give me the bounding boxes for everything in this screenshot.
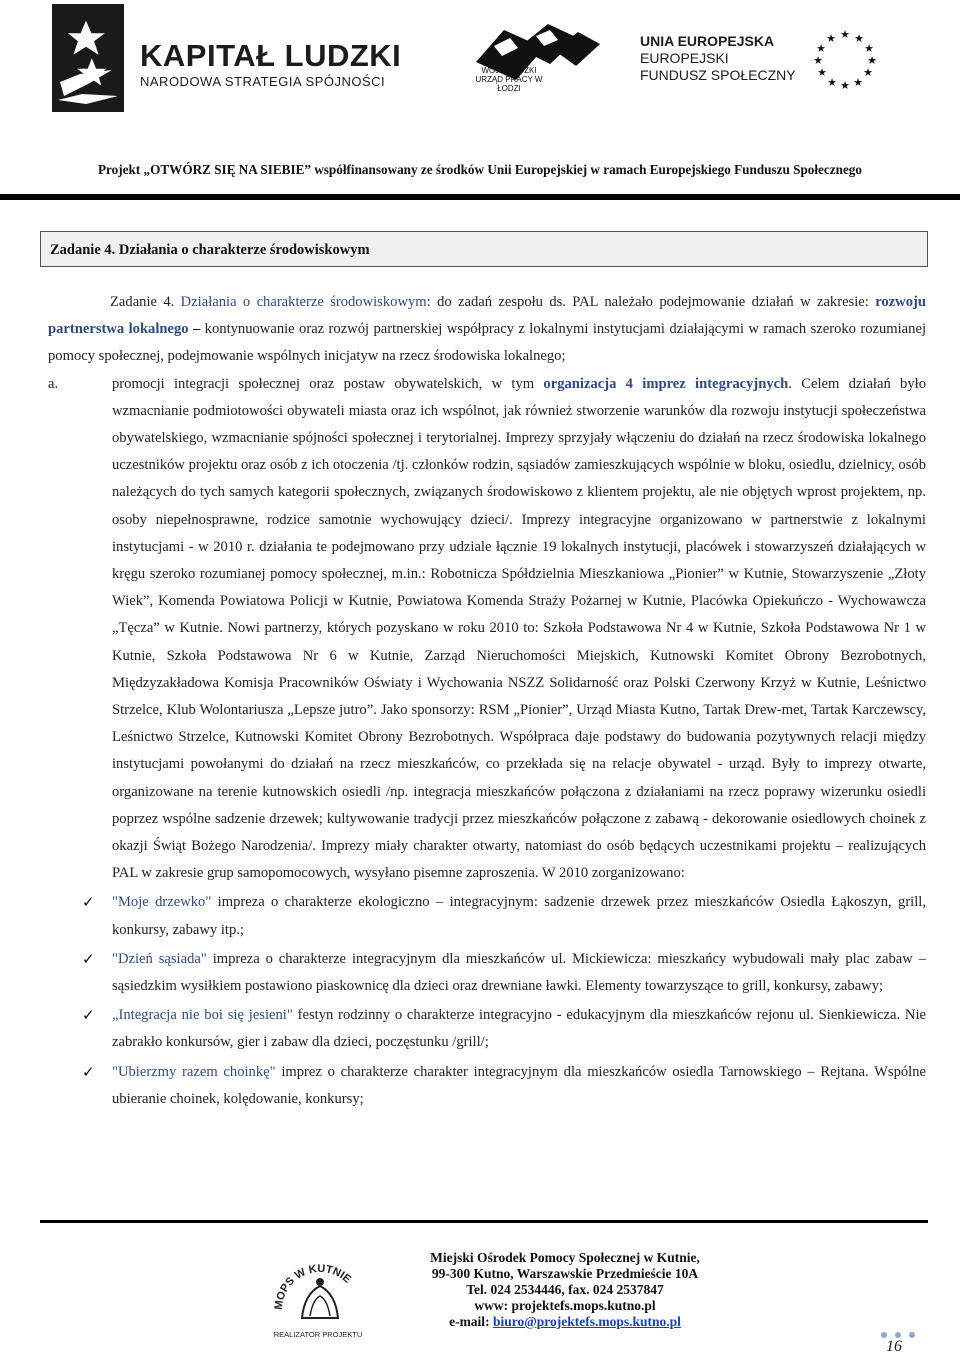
svg-text:★: ★ bbox=[826, 32, 836, 45]
kapital-ludzki-subtitle: NARODOWA STRATEGIA SPÓJNOŚCI bbox=[140, 74, 386, 89]
task-heading: Zadanie 4. Działania o charakterze środowiskowym bbox=[50, 242, 370, 258]
checkmark-icon: ✓ bbox=[82, 1062, 95, 1081]
checkmark-icon: ✓ bbox=[82, 893, 95, 912]
event-item bbox=[48, 1002, 926, 1056]
svg-text:★: ★ bbox=[827, 76, 837, 89]
item-a-lead: promocji integracji społecznej oraz postaw obywatelskich, w tym bbox=[112, 375, 544, 392]
ue-fund-line2: FUNDUSZ SPOŁECZNY bbox=[640, 67, 796, 83]
svg-text:★: ★ bbox=[863, 66, 873, 79]
document-body bbox=[48, 289, 926, 1113]
intro-dash: – bbox=[188, 321, 205, 338]
intro-rest: : do zadań zespołu ds. PAL należało podejmowanie działań w zakresie: bbox=[426, 294, 869, 310]
svg-text:★: ★ bbox=[817, 66, 827, 79]
wup-lodz-label: WOJEWÓDZKI URZĄD PRACY W ŁODZI bbox=[475, 66, 543, 93]
event-desc: festyn rodzinny o charakterze integracyjno - edukacyjnym dla mieszkańców rejonu ul. Sienkiewicza. Nie zabrakło konkursów, gier i zabaw dla dzieci, poczęstunku /grill/; bbox=[112, 1007, 926, 1051]
ue-fund-line1: EUROPEJSKI bbox=[640, 50, 729, 66]
eu-stars-icon bbox=[810, 28, 880, 90]
list-item-a-label: a. bbox=[48, 375, 59, 392]
event-title: "Moje drzewko" bbox=[112, 894, 212, 911]
org-name: Miejski Ośrodek Pomocy Społecznej w Kutnie, bbox=[430, 1250, 700, 1265]
checkmark-icon: ✓ bbox=[82, 1006, 95, 1025]
svg-text:★: ★ bbox=[816, 42, 826, 55]
event-desc: imprez o charakterze charakter integracyjnym dla mieszkańców osiedla Tarnowskiego – Rejtana. Wspólne ubieranie choinek, kolędowanie, konkursy; bbox=[112, 1063, 927, 1107]
svg-text:★: ★ bbox=[840, 79, 850, 90]
realizator-label: REALIZATOR PROJEKTU bbox=[273, 1330, 363, 1339]
email-line bbox=[400, 1314, 730, 1330]
street-address: 99-300 Kutno, Warszawskie Przedmieście 10A bbox=[431, 1266, 699, 1281]
svg-text:★: ★ bbox=[813, 54, 823, 67]
intro-bold-term: rozwoju partnerstwa lokalnego bbox=[48, 294, 926, 338]
project-title-line: Projekt „OTWÓRZ SIĘ NA SIEBIE” współfinansowany ze środków Unii Europejskiej w ramach Europejskiego Funduszu Społecznego bbox=[97, 162, 862, 177]
header-divider bbox=[0, 194, 960, 200]
task-heading-box bbox=[40, 231, 928, 267]
page-number: 16 bbox=[886, 1338, 902, 1355]
email-label: e-mail: bbox=[449, 1314, 493, 1329]
intro-lead: Zadanie 4. bbox=[110, 294, 181, 310]
event-desc: impreza o charakterze integracyjnym dla mieszkańców ul. Mickiewicza: mieszkańcy wybudowali mały plac zabaw – sąsiedzkim wysiłkiem postawiono piaskownicę dla dzieci oraz drewniane ławki. Elementy towarzyszące to grill, konkursy, zabawy; bbox=[112, 950, 926, 995]
svg-text:MOPS W KUTNIE: MOPS W KUTNIE bbox=[272, 1262, 354, 1311]
item-a-body: . Celem działań było wzmacnianie podmiotowości obywateli miasta oraz ich wspólnot, jak również stworzenie warunków dla rozwoju instytucji społeczeństwa obywatelskiego, wzmacnianie spójności społecznej i terytorialnej. Imprezy sprzyjały włączeniu do działań na rzecz środowiska lokalnego uczestników projektu oraz osób z ich otoczenia /tj. członków rodzin, sąsiadów zamieszkujących wspólnie w bloku, osiedlu, dzielnicy, osób należących do tych samych kategorii społecznych, związanych środowiskowo z klientem projektu, ale nie objętych wprost projektem, np. osoby niepełnosprawne, rodzice samotnie wychowujący dzieci/. Imprezy integracyjne organizowano w partnerstwie z lokalnymi instytucjami - w 2010 r. działania te podejmowano przy udziale łącznie 19 lokalnych instytucji, placówek i stowarzyszeń działających w kręgu szeroko rozumianej pomocy społecznej, m.in.: Robotnicza Spółdzielnia Mieszkaniowa „Pionier” w Kutnie, Stowarzyszenie „Złoty Wiek”, Komenda Powiatowa Policji w Kutnie, Powiatowa Komenda Straży Pożarnej w Kutnie, Placówka Opiekuńczo - Wychowawcza „Tęcza” w Kutnie. Nowi partnerzy, których pozyskano w roku 2010 to: Szkoła Podstawowa Nr 4 w Kutnie, Szkoła Podstawowa Nr 1 w Kutnie, Szkoła Podstawowa Nr 6 w Kutnie, Zarząd Nieruchomości Miejskich, Kutnowski Komitet Obrony Bezrobotnych, Międzyzakładowa Komisja Pracowników Oświaty i Wychowania NSZZ Solidarność oraz Polski Czerwony Krzyż w Kutnie, Leśnictwo Strzelce, Klub Wolontariusza „Lepsze jutro”. Jako sponsorzy: RSM „Pionier”, Urząd Miasta Kutno, Tartak Drew-met, Tartak Karczewscy, Leśnictwo Strzelce, Kutnowski Komitet Obrony Bezrobotnych. Współpraca daje podstawy do budowania pozytywnych relacji między instytucjami powołanymi do działań na rzecz mieszkańców, co przekłada się na relacje obywatel - urząd. Były to imprezy otwarte, organizowane na terenie kutnowskich osiedli /np. integracja mieszkańców połączona z działaniami na rzecz poprawy wizerunku osiedli poprzez wspólne sadzenie drzewek; kultywowanie tradycji przez mieszkańców połączone z zabawą - dekorowanie osiedlowych choinek z okazji Świąt Bożego Narodzenia/. Imprezy miały charakter otwarty, natomiast do osób będących uczestnikami projektu – realizujących PAL w zakresie grup samopomocowych, wysyłano pisemne zaproszenia. W 2010 zorganizowano: bbox=[112, 375, 926, 882]
event-title: „Integracja nie boi się jesieni" bbox=[112, 1007, 293, 1024]
kapital-ludzki-title: KAPITAŁ LUDZKI bbox=[140, 38, 402, 73]
footer-address bbox=[400, 1250, 730, 1330]
svg-text:★: ★ bbox=[840, 28, 850, 41]
list-item-a bbox=[48, 371, 926, 888]
intro-task-link[interactable]: Działania o charakterze środowiskowym bbox=[180, 294, 427, 310]
intro-paragraph bbox=[48, 289, 926, 371]
item-a-bold: organizacja 4 imprez integracyjnych bbox=[543, 375, 789, 392]
event-desc: impreza o charakterze ekologiczno – integracyjnym: sadzenie drzewek przez mieszkańców Osiedla Łąkoszyn, grill, konkursy, zabawy itp.; bbox=[112, 894, 926, 938]
checkmark-icon: ✓ bbox=[82, 949, 95, 968]
event-title: "Ubierzmy razem choinkę" bbox=[112, 1063, 276, 1080]
event-item bbox=[48, 1059, 926, 1113]
event-item bbox=[48, 889, 926, 943]
mops-kutno-logo bbox=[272, 1248, 368, 1328]
website: www: projektefs.mops.kutno.pl bbox=[474, 1298, 656, 1313]
email-link[interactable]: biuro@projektefs.mops.kutno.pl bbox=[492, 1314, 681, 1329]
event-title: "Dzień sąsiada" bbox=[112, 950, 207, 967]
svg-text:★: ★ bbox=[854, 32, 864, 45]
svg-text:★: ★ bbox=[853, 76, 863, 89]
svg-text:★: ★ bbox=[864, 42, 874, 55]
event-item bbox=[48, 946, 926, 1000]
intro-continuation: kontynuowanie oraz rozwój partnerskiej współpracy z lokalnymi instytucjami działającymi w ramach szeroko rozumianej pomocy społecznej, podejmowanie wspólnych inicjatyw na rzecz środowiska lokalnego; bbox=[48, 321, 926, 365]
footer-divider bbox=[40, 1220, 928, 1223]
ue-title: UNIA EUROPEJSKA bbox=[640, 33, 775, 49]
list-item-a-text bbox=[112, 371, 926, 888]
svg-text:★: ★ bbox=[867, 54, 877, 67]
phone-fax: Tel. 024 2534446, fax. 024 2537847 bbox=[466, 1282, 664, 1297]
kapital-ludzki-logo bbox=[52, 4, 124, 112]
